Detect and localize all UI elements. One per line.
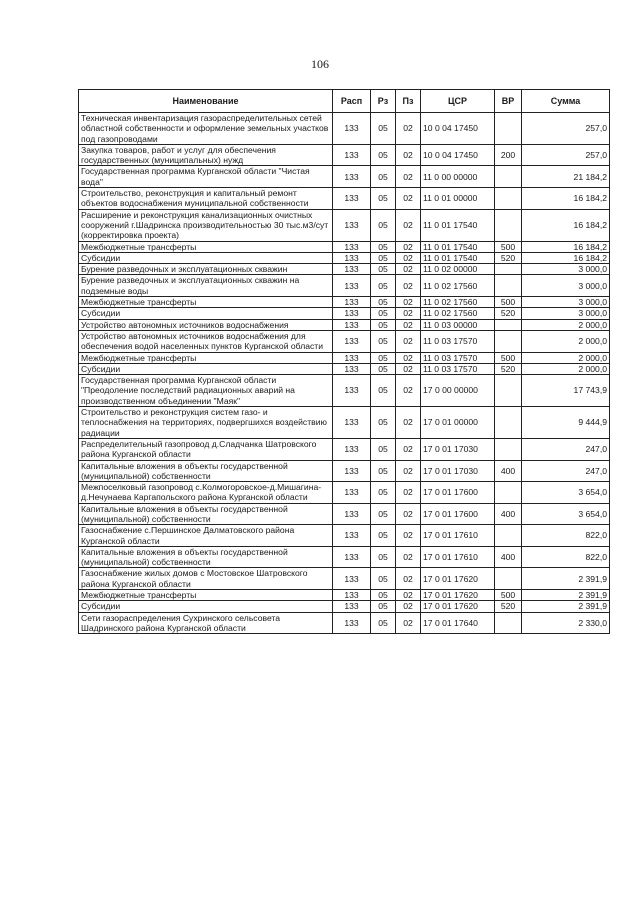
cell-sum: 3 654,0 xyxy=(522,503,610,525)
cell-rasp: 133 xyxy=(333,590,371,601)
cell-pz: 02 xyxy=(396,546,421,568)
cell-pz: 02 xyxy=(396,319,421,330)
cell-csr: 17 0 01 17640 xyxy=(421,612,495,634)
table-row xyxy=(79,363,610,374)
cell-rz: 05 xyxy=(371,503,396,525)
table-row xyxy=(79,275,610,297)
cell-rz: 05 xyxy=(371,460,396,482)
cell-pz: 02 xyxy=(396,363,421,374)
cell-rasp: 133 xyxy=(333,568,371,590)
cell-csr: 17 0 01 00000 xyxy=(421,407,495,439)
table-row xyxy=(79,460,610,482)
cell-csr: 10 0 04 17450 xyxy=(421,113,495,145)
cell-vr: 400 xyxy=(495,503,522,525)
table-row xyxy=(79,407,610,439)
cell-sum: 257,0 xyxy=(522,113,610,145)
budget-table xyxy=(78,89,610,634)
cell-rasp: 133 xyxy=(333,209,371,241)
table-row xyxy=(79,297,610,308)
cell-name: Закупка товаров, работ и услуг для обеспечения государственных (муниципальных) нужд xyxy=(79,144,333,166)
cell-vr: 520 xyxy=(495,308,522,319)
cell-name: Межбюджетные трансферты xyxy=(79,352,333,363)
cell-vr xyxy=(495,113,522,145)
table-row xyxy=(79,482,610,504)
cell-rz: 05 xyxy=(371,525,396,547)
cell-name: Межпоселковый газопровод с.Колмогоровское-д.Мишагина-д.Нечунаева Каргапольского района Курганской области xyxy=(79,482,333,504)
cell-pz: 02 xyxy=(396,482,421,504)
cell-name: Бурение разведочных и эксплуатационных скважин xyxy=(79,264,333,275)
cell-rasp: 133 xyxy=(333,363,371,374)
cell-vr xyxy=(495,209,522,241)
cell-sum: 2 000,0 xyxy=(522,319,610,330)
cell-pz: 02 xyxy=(396,264,421,275)
cell-csr: 17 0 01 17600 xyxy=(421,482,495,504)
cell-vr: 500 xyxy=(495,241,522,252)
cell-sum: 3 654,0 xyxy=(522,482,610,504)
header-rasp: Расп xyxy=(333,90,371,113)
cell-name: Устройство автономных источников водоснабжения xyxy=(79,319,333,330)
cell-pz: 02 xyxy=(396,407,421,439)
cell-vr xyxy=(495,188,522,210)
cell-rasp: 133 xyxy=(333,113,371,145)
cell-pz: 02 xyxy=(396,297,421,308)
cell-vr xyxy=(495,407,522,439)
cell-rasp: 133 xyxy=(333,546,371,568)
cell-vr xyxy=(495,330,522,352)
cell-rasp: 133 xyxy=(333,241,371,252)
cell-name: Капитальные вложения в объекты государственной (муниципальной) собственности xyxy=(79,546,333,568)
cell-sum: 2 000,0 xyxy=(522,330,610,352)
table-row xyxy=(79,144,610,166)
cell-pz: 02 xyxy=(396,375,421,407)
cell-csr: 11 0 01 17540 xyxy=(421,241,495,252)
cell-rz: 05 xyxy=(371,308,396,319)
cell-rz: 05 xyxy=(371,144,396,166)
cell-pz: 02 xyxy=(396,209,421,241)
cell-sum: 3 000,0 xyxy=(522,297,610,308)
cell-pz: 02 xyxy=(396,438,421,460)
cell-name: Устройство автономных источников водоснабжения для обеспечения водой населенных пунктов Курганской области xyxy=(79,330,333,352)
cell-rasp: 133 xyxy=(333,297,371,308)
cell-sum: 16 184,2 xyxy=(522,209,610,241)
table-row xyxy=(79,308,610,319)
cell-vr xyxy=(495,166,522,188)
cell-name: Субсидии xyxy=(79,363,333,374)
header-rz: Рз xyxy=(371,90,396,113)
cell-vr xyxy=(495,264,522,275)
table-row xyxy=(79,601,610,612)
cell-rz: 05 xyxy=(371,352,396,363)
cell-pz: 02 xyxy=(396,166,421,188)
cell-rasp: 133 xyxy=(333,144,371,166)
cell-pz: 02 xyxy=(396,241,421,252)
cell-sum: 2 391,9 xyxy=(522,568,610,590)
cell-rz: 05 xyxy=(371,297,396,308)
cell-rz: 05 xyxy=(371,188,396,210)
cell-rz: 05 xyxy=(371,330,396,352)
cell-name: Строительство и реконструкция систем газо- и теплоснабжения на территориях, подвергшихся воздействию радиации xyxy=(79,407,333,439)
cell-pz: 02 xyxy=(396,525,421,547)
cell-name: Бурение разведочных и эксплуатационных скважин на подземные воды xyxy=(79,275,333,297)
cell-csr: 17 0 01 17620 xyxy=(421,568,495,590)
table-row xyxy=(79,241,610,252)
cell-csr: 17 0 00 00000 xyxy=(421,375,495,407)
cell-rz: 05 xyxy=(371,241,396,252)
cell-csr: 17 0 01 17620 xyxy=(421,590,495,601)
cell-pz: 02 xyxy=(396,601,421,612)
cell-sum: 3 000,0 xyxy=(522,308,610,319)
cell-csr: 11 0 03 17570 xyxy=(421,352,495,363)
cell-name: Строительство, реконструкция и капитальный ремонт объектов водоснабжения муниципальной собственности xyxy=(79,188,333,210)
cell-rz: 05 xyxy=(371,612,396,634)
table-row xyxy=(79,612,610,634)
table-header-row xyxy=(79,90,610,113)
cell-rz: 05 xyxy=(371,546,396,568)
table-row xyxy=(79,319,610,330)
cell-rasp: 133 xyxy=(333,407,371,439)
cell-vr: 500 xyxy=(495,590,522,601)
cell-rz: 05 xyxy=(371,275,396,297)
cell-pz: 02 xyxy=(396,330,421,352)
cell-name: Газоснабжение жилых домов с Мостовское Шатровского района Курганской области xyxy=(79,568,333,590)
cell-csr: 11 0 02 17560 xyxy=(421,275,495,297)
cell-pz: 02 xyxy=(396,590,421,601)
cell-name: Государственная программа Курганской области "Чистая вода" xyxy=(79,166,333,188)
cell-name: Субсидии xyxy=(79,601,333,612)
table-row xyxy=(79,375,610,407)
cell-csr: 17 0 01 17610 xyxy=(421,525,495,547)
cell-rz: 05 xyxy=(371,113,396,145)
cell-csr: 10 0 04 17450 xyxy=(421,144,495,166)
cell-sum: 16 184,2 xyxy=(522,188,610,210)
cell-rasp: 133 xyxy=(333,275,371,297)
cell-rasp: 133 xyxy=(333,308,371,319)
cell-sum: 3 000,0 xyxy=(522,275,610,297)
cell-name: Капитальные вложения в объекты государственной (муниципальной) собственности xyxy=(79,460,333,482)
cell-rz: 05 xyxy=(371,482,396,504)
table-row xyxy=(79,503,610,525)
cell-vr xyxy=(495,525,522,547)
table-row xyxy=(79,568,610,590)
cell-vr xyxy=(495,482,522,504)
cell-pz: 02 xyxy=(396,612,421,634)
cell-sum: 21 184,2 xyxy=(522,166,610,188)
cell-vr: 500 xyxy=(495,352,522,363)
cell-rasp: 133 xyxy=(333,482,371,504)
cell-name: Межбюджетные трансферты xyxy=(79,297,333,308)
cell-rasp: 133 xyxy=(333,375,371,407)
cell-rz: 05 xyxy=(371,438,396,460)
cell-rz: 05 xyxy=(371,375,396,407)
table-row xyxy=(79,252,610,263)
cell-vr: 200 xyxy=(495,144,522,166)
cell-pz: 02 xyxy=(396,460,421,482)
cell-name: Расширение и реконструкция канализационных очистных сооружений г.Шадринска производительностью 30 тыс.м3/сут (корректировка проекта) xyxy=(79,209,333,241)
table-row xyxy=(79,188,610,210)
cell-vr: 520 xyxy=(495,601,522,612)
cell-vr xyxy=(495,612,522,634)
cell-csr: 11 0 02 00000 xyxy=(421,264,495,275)
cell-csr: 11 0 03 17570 xyxy=(421,330,495,352)
table-row xyxy=(79,546,610,568)
cell-name: Субсидии xyxy=(79,308,333,319)
cell-name: Субсидии xyxy=(79,252,333,263)
cell-pz: 02 xyxy=(396,503,421,525)
cell-sum: 247,0 xyxy=(522,438,610,460)
cell-sum: 2 391,9 xyxy=(522,601,610,612)
cell-csr: 17 0 01 17030 xyxy=(421,460,495,482)
cell-rasp: 133 xyxy=(333,188,371,210)
table-row xyxy=(79,113,610,145)
table-row xyxy=(79,438,610,460)
cell-rasp: 133 xyxy=(333,525,371,547)
cell-csr: 17 0 01 17610 xyxy=(421,546,495,568)
cell-rz: 05 xyxy=(371,590,396,601)
cell-rasp: 133 xyxy=(333,612,371,634)
cell-sum: 822,0 xyxy=(522,525,610,547)
cell-csr: 17 0 01 17620 xyxy=(421,601,495,612)
table-row xyxy=(79,166,610,188)
table-row xyxy=(79,352,610,363)
cell-vr xyxy=(495,319,522,330)
cell-vr xyxy=(495,275,522,297)
cell-csr: 11 0 01 17540 xyxy=(421,252,495,263)
cell-sum: 16 184,2 xyxy=(522,252,610,263)
cell-rasp: 133 xyxy=(333,330,371,352)
cell-pz: 02 xyxy=(396,144,421,166)
cell-rasp: 133 xyxy=(333,601,371,612)
cell-name: Межбюджетные трансферты xyxy=(79,590,333,601)
table-row xyxy=(79,330,610,352)
cell-csr: 11 0 01 00000 xyxy=(421,188,495,210)
cell-rz: 05 xyxy=(371,264,396,275)
cell-name: Техническая инвентаризация газораспределительных сетей областной собственности и оформление земельных участков под газопроводами xyxy=(79,113,333,145)
cell-vr: 520 xyxy=(495,252,522,263)
page-number: 106 xyxy=(311,57,329,71)
cell-vr: 400 xyxy=(495,460,522,482)
cell-pz: 02 xyxy=(396,308,421,319)
cell-sum: 257,0 xyxy=(522,144,610,166)
cell-csr: 11 0 02 17560 xyxy=(421,308,495,319)
header-vr: ВР xyxy=(495,90,522,113)
cell-sum: 9 444,9 xyxy=(522,407,610,439)
cell-sum: 17 743,9 xyxy=(522,375,610,407)
cell-sum: 3 000,0 xyxy=(522,264,610,275)
cell-rasp: 133 xyxy=(333,352,371,363)
cell-sum: 822,0 xyxy=(522,546,610,568)
cell-csr: 17 0 01 17030 xyxy=(421,438,495,460)
cell-rasp: 133 xyxy=(333,166,371,188)
header-csr: ЦСР xyxy=(421,90,495,113)
cell-sum: 2 391,9 xyxy=(522,590,610,601)
table-row xyxy=(79,590,610,601)
header-name: Наименование xyxy=(79,90,333,113)
cell-vr: 500 xyxy=(495,297,522,308)
table-row xyxy=(79,525,610,547)
cell-name: Распределительный газопровод д.Сладчанка Шатровского района Курганской области xyxy=(79,438,333,460)
cell-pz: 02 xyxy=(396,352,421,363)
cell-rz: 05 xyxy=(371,209,396,241)
cell-sum: 16 184,2 xyxy=(522,241,610,252)
cell-pz: 02 xyxy=(396,188,421,210)
cell-sum: 247,0 xyxy=(522,460,610,482)
cell-name: Капитальные вложения в объекты государственной (муниципальной) собственности xyxy=(79,503,333,525)
cell-csr: 11 0 01 17540 xyxy=(421,209,495,241)
cell-sum: 2 000,0 xyxy=(522,363,610,374)
cell-vr xyxy=(495,438,522,460)
cell-rasp: 133 xyxy=(333,319,371,330)
cell-vr xyxy=(495,568,522,590)
cell-pz: 02 xyxy=(396,113,421,145)
cell-rasp: 133 xyxy=(333,438,371,460)
cell-rasp: 133 xyxy=(333,264,371,275)
header-sum: Сумма xyxy=(522,90,610,113)
cell-pz: 02 xyxy=(396,568,421,590)
cell-name: Государственная программа Курганской области "Преодоление последствий радиационных аварий на производственном объединении "Маяк" xyxy=(79,375,333,407)
cell-rz: 05 xyxy=(371,319,396,330)
cell-vr: 520 xyxy=(495,363,522,374)
cell-pz: 02 xyxy=(396,275,421,297)
cell-csr: 11 0 00 00000 xyxy=(421,166,495,188)
cell-csr: 17 0 01 17600 xyxy=(421,503,495,525)
table-row xyxy=(79,264,610,275)
cell-csr: 11 0 03 00000 xyxy=(421,319,495,330)
cell-rasp: 133 xyxy=(333,460,371,482)
cell-vr xyxy=(495,375,522,407)
cell-rz: 05 xyxy=(371,568,396,590)
cell-rz: 05 xyxy=(371,407,396,439)
cell-csr: 11 0 03 17570 xyxy=(421,363,495,374)
cell-name: Сети газораспределения Сухринского сельсовета Шадринского района Курганской области xyxy=(79,612,333,634)
cell-rz: 05 xyxy=(371,601,396,612)
header-pz: Пз xyxy=(396,90,421,113)
cell-rz: 05 xyxy=(371,363,396,374)
cell-rz: 05 xyxy=(371,166,396,188)
cell-vr: 400 xyxy=(495,546,522,568)
cell-rasp: 133 xyxy=(333,252,371,263)
cell-rz: 05 xyxy=(371,252,396,263)
table-row xyxy=(79,209,610,241)
cell-rasp: 133 xyxy=(333,503,371,525)
cell-name: Межбюджетные трансферты xyxy=(79,241,333,252)
cell-csr: 11 0 02 17560 xyxy=(421,297,495,308)
cell-name: Газоснабжение с.Першинское Далматовского района Курганской области xyxy=(79,525,333,547)
cell-sum: 2 000,0 xyxy=(522,352,610,363)
cell-sum: 2 330,0 xyxy=(522,612,610,634)
cell-pz: 02 xyxy=(396,252,421,263)
